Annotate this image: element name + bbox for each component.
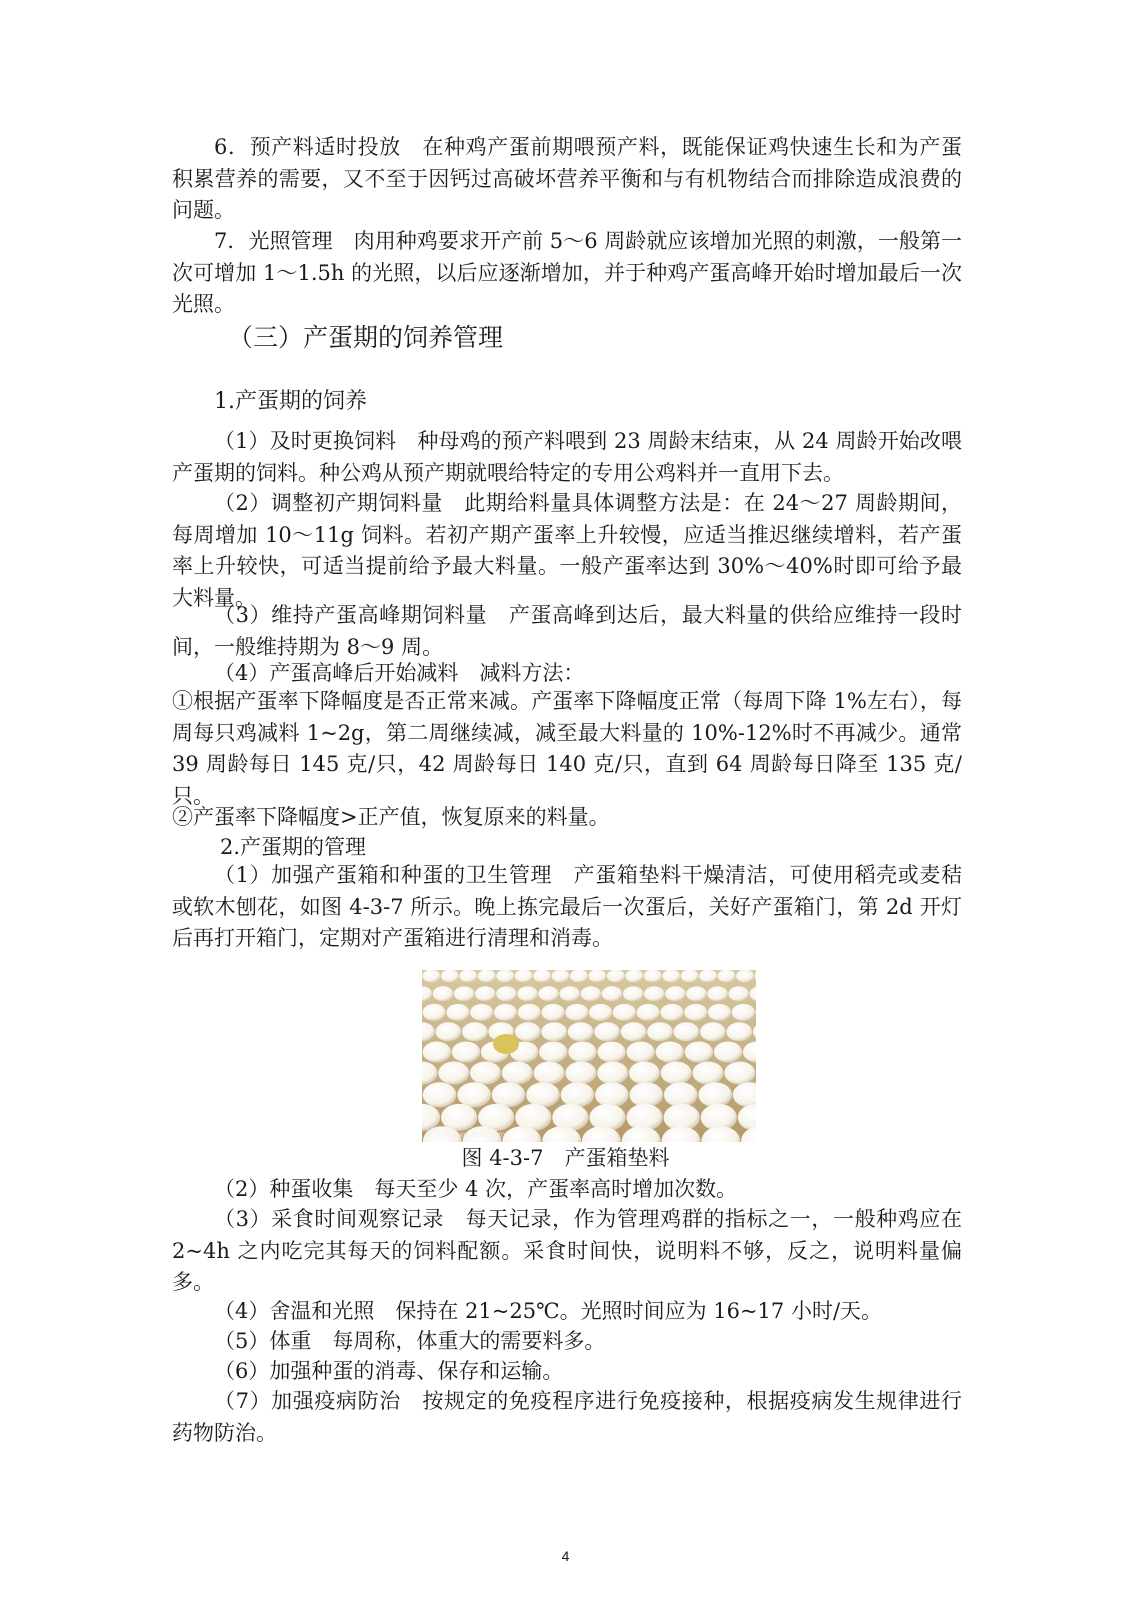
egg xyxy=(698,1082,732,1107)
sub-heading-feeding: 1.产蛋期的饲养 xyxy=(214,389,367,414)
egg xyxy=(538,986,559,1001)
egg xyxy=(756,1004,757,1021)
page-number: 4 xyxy=(561,1548,570,1564)
paragraph-egg-collection: （2）种蛋收集 每天至少 4 次，产蛋率高时增加次数。 xyxy=(214,1177,738,1201)
paragraph-change-feed: （1）及时更换饲料 种母鸡的预产料喂到 23 周龄末结束，从 24 周龄开始改喂产蛋期的饲料。种公鸡从预产期就喂给特定的专用公鸡料并一直用下去。 xyxy=(172,429,962,485)
paragraph-feeding-time: （3）采食时间观察记录 每天记录，作为管理鸡群的指标之一，一般种鸡应在 2~4h 之内吃完其每天的饲料配额。采食时间快，说明料不够，反之，说明料量偏多。 xyxy=(172,1207,962,1294)
egg xyxy=(581,986,602,1001)
egg xyxy=(630,1082,664,1107)
egg xyxy=(423,1082,457,1107)
egg xyxy=(457,1082,491,1107)
egg xyxy=(422,1022,435,1041)
paragraph-temperature-light: （4）舍温和光照 保持在 21~25℃。光照时间应为 16~17 小时/天。 xyxy=(214,1299,883,1323)
image-watermark: 昵图网 www.nipic.com xyxy=(426,1130,506,1139)
egg xyxy=(515,1022,541,1041)
egg xyxy=(423,1042,451,1063)
egg xyxy=(707,986,728,1001)
egg xyxy=(534,1062,565,1085)
egg xyxy=(686,986,707,1001)
paragraph-lighting-management: 7．光照管理 肉用种鸡要求开产前 5～6 周龄就应该增加光照的刺激，一般第一次可增加 1～1.5h 的光照，以后应逐渐增加，并于种鸡产蛋高峰开始时增加最后一次光照。 xyxy=(172,229,962,316)
egg xyxy=(700,1022,726,1041)
egg xyxy=(622,1126,661,1142)
section-heading: （三）产蛋期的饲养管理 xyxy=(228,323,504,352)
egg xyxy=(561,1082,595,1107)
egg xyxy=(664,1082,698,1107)
egg xyxy=(728,986,749,1001)
egg xyxy=(568,1022,594,1041)
egg xyxy=(661,1062,692,1085)
paragraph-reduce-feed: （4）产蛋高峰后开始减料 减料方法： xyxy=(214,661,585,685)
egg xyxy=(568,1042,596,1063)
egg xyxy=(647,1022,673,1041)
egg xyxy=(492,1082,526,1107)
egg xyxy=(733,1082,756,1107)
egg xyxy=(726,1022,752,1041)
eggs-image xyxy=(422,970,756,1142)
paragraph-reduce-method-1: ①根据产蛋率下降幅度是否正常来减。产蛋率下降幅度正常（每周下降 1%左右），每周每只鸡减料 1~2g，第二周继续减，减至最大料量的 10%-12%时不再减少。通常 39 周龄每日 145 克/只，42 周龄每日 140 克/只，直到 64 周龄每日降至 135 克/只。 xyxy=(172,689,962,808)
egg xyxy=(470,1004,493,1021)
egg xyxy=(693,1062,724,1085)
egg xyxy=(674,1022,700,1041)
egg xyxy=(533,970,551,983)
egg xyxy=(681,970,699,983)
egg xyxy=(597,1042,625,1063)
egg xyxy=(750,986,757,1001)
egg xyxy=(656,1042,684,1063)
egg xyxy=(743,1042,756,1063)
egg xyxy=(623,986,644,1001)
paragraph-preproduction-feed: 6．预产料适时投放 在种鸡产蛋前期喂预产料，既能保证鸡快速生长和为产蛋积累营养的需要，又不至于因钙过高破坏营养平衡和与有机物结合而排除造成浪费的问题。 xyxy=(172,135,962,222)
egg xyxy=(462,1022,488,1041)
egg xyxy=(560,986,581,1001)
egg xyxy=(541,1022,567,1041)
egg xyxy=(454,986,475,1001)
egg xyxy=(502,1062,533,1085)
egg xyxy=(708,1004,731,1021)
egg xyxy=(552,970,570,983)
egg xyxy=(613,1004,636,1021)
egg xyxy=(684,1004,707,1021)
egg xyxy=(423,1004,446,1021)
egg xyxy=(496,970,514,983)
egg xyxy=(724,1062,755,1085)
egg xyxy=(595,1082,629,1107)
egg xyxy=(644,970,662,983)
egg xyxy=(518,1004,541,1021)
egg xyxy=(627,1042,655,1063)
egg xyxy=(607,970,625,983)
egg xyxy=(732,1004,755,1021)
egg xyxy=(441,970,459,983)
egg xyxy=(526,1082,560,1107)
egg xyxy=(621,1022,647,1041)
egg xyxy=(660,1004,683,1021)
egg xyxy=(738,1104,756,1131)
egg xyxy=(470,1062,501,1085)
egg xyxy=(718,970,736,983)
paragraph-body-weight: （5）体重 每周称，体重大的需要料多。 xyxy=(214,1329,606,1353)
egg xyxy=(589,1104,625,1131)
egg xyxy=(736,970,754,983)
egg xyxy=(496,986,517,1001)
egg xyxy=(452,1042,480,1063)
egg xyxy=(422,1062,438,1085)
chick xyxy=(493,1034,519,1054)
egg xyxy=(539,1042,567,1063)
egg xyxy=(753,1022,756,1041)
egg xyxy=(625,970,643,983)
paragraph-reduce-method-2: ②产蛋率下降幅度>正产值，恢复原来的料量。 xyxy=(172,805,610,829)
egg xyxy=(570,970,588,983)
egg xyxy=(644,986,665,1001)
paragraph-peak-feed: （3）维持产蛋高峰期饲料量 产蛋高峰到达后，最大料量的供给应维持一段时间，一般维持期为 8～9 周。 xyxy=(172,603,962,659)
paragraph-adjust-feed: （2）调整初产期饲料量 此期给料量具体调整方法是：在 24～27 周龄期间，每周增加 10～11g 饲料。若初产期产蛋率上升较慢，应适当推迟继续增料，若产蛋率上升较快，可适当提前给予最大料量。一般产蛋率达到 30%～40%时即可给予最大料量。 xyxy=(172,491,962,610)
egg xyxy=(478,970,496,983)
egg xyxy=(637,1004,660,1021)
egg xyxy=(433,986,454,1001)
egg xyxy=(459,970,477,983)
egg xyxy=(594,1022,620,1041)
paragraph-nest-hygiene: （1）加强产蛋箱和种蛋的卫生管理 产蛋箱垫料干燥清洁，可使用稻壳或麦秸或软木刨花，如图 4-3-7 所示。晚上拣完最后一次蛋后，关好产蛋箱门，第 2d 开灯后再打开箱门，定期对产蛋箱进行清理和消毒。 xyxy=(172,863,962,950)
paragraph-disease-prevention: （7）加强疫病防治 按规定的免疫程序进行免疫接种，根据疫病发生规律进行药物防治。 xyxy=(172,1389,962,1445)
egg xyxy=(446,1004,469,1021)
egg xyxy=(494,1004,517,1021)
egg xyxy=(589,1004,612,1021)
egg xyxy=(565,1062,596,1085)
egg xyxy=(436,1022,462,1041)
egg xyxy=(714,1042,742,1063)
paragraph-egg-disinfection: （6）加强种蛋的消毒、保存和运输。 xyxy=(214,1359,564,1383)
sub-heading-management: 2.产蛋期的管理 xyxy=(220,835,367,859)
egg xyxy=(662,1126,701,1142)
egg xyxy=(701,1126,740,1142)
egg xyxy=(422,986,432,1001)
egg xyxy=(517,986,538,1001)
egg xyxy=(589,970,607,983)
egg xyxy=(665,986,686,1001)
figure-caption: 图 4-3-7 产蛋箱垫料 xyxy=(461,1146,670,1170)
egg xyxy=(755,970,757,983)
egg xyxy=(515,970,533,983)
egg xyxy=(475,986,496,1001)
egg xyxy=(542,1004,565,1021)
egg xyxy=(438,1062,469,1085)
egg xyxy=(629,1062,660,1085)
egg xyxy=(662,970,680,983)
egg xyxy=(685,1042,713,1063)
egg xyxy=(597,1062,628,1085)
egg xyxy=(699,970,717,983)
egg xyxy=(565,1004,588,1021)
figure-eggs-photo xyxy=(422,970,756,1142)
egg xyxy=(422,970,440,983)
egg xyxy=(602,986,623,1001)
